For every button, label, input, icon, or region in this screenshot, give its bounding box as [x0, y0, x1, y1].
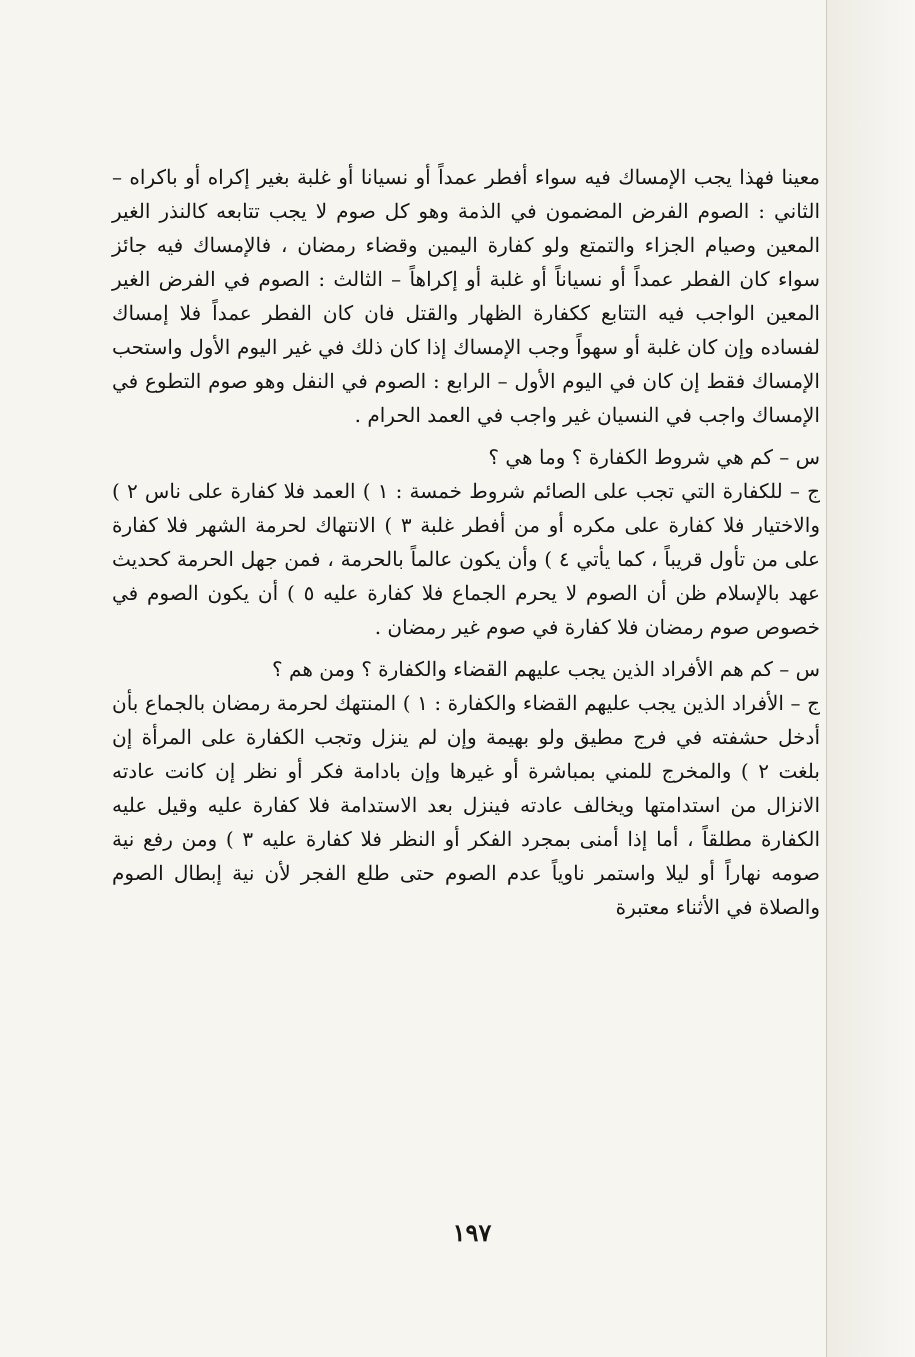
answer-kaffara-conditions: ج – للكفارة التي تجب على الصائم شروط خمسة : ١ ) العمد فلا كفارة على ناس ٢ ) والاختيار فلا كفارة على مكره أو من أفطر غلبة ٣ ) الانتهاك لحرمة الشهر فلا كفارة على من تأول قريباً ، كما يأتي ٤ ) وأن يكون عالماً بالحرمة ، فمن جهل الحرمة كحديث عهد بالإسلام ظن أن الصوم لا يحرم الجماع فلا كفارة عليه ٥ ) أن يكون الصوم في خصوص صوم رمضان فلا كفارة في صوم غير رمضان . [112, 479, 821, 639]
page-right-shade [827, 0, 915, 1357]
paragraph-continuation: معينا فهذا يجب الإمساك فيه سواء أفطر عمداً أو نسيانا أو غلبة بغير إكراه أو باكراه – الثاني : الصوم الفرض المضمون في الذمة وهو كل صوم لا يجب تتابعه كالنذر الغير المعين وصيام الجزاء والتمتع ولو كفارة اليمين وقضاء رمضان ، فالإمساك فيه جائز سواء كان الفطر عمداً أو نسياناً أو غلبة أو إكراهاً – الثالث : الصوم في الفرض الغير المعين الواجب فيه التتابع ككفارة الظهار والقتل فان كان الفطر عمداً فلا إمساك لفساده وإن كان غلبة أو سهواً وجب الإمساك إذا كان ذلك في غير اليوم الأول واستحب الإمساك فقط إن كان في اليوم الأول – الرابع : الصوم في النفل وهو صوم التطوع في الإمساك واجب في النسيان غير واجب في العمد الحرام . [112, 165, 820, 427]
answer-qada-kaffara-persons: ج – الأفراد الذين يجب عليهم القضاء والكفارة : ١ ) المنتهك لحرمة رمضان بالجماع بأن أدخل حشفته في فرج مطيق ولو بهيمة وإن لم ينزل وتجب الكفارة على المرأة إن بلغت ٢ ) والمخرج للمني بمباشرة أو غيرها وإن بادامة فكر أو نظر إن كانت عادته الانزال من استدامتها ويخالف عادته فينزل بعد الاستدامة فلا كفارة عليه وقيل عليه الكفارة مطلقاً ، أما إذا أمنى بمجرد الفكر أو النظر فلا كفارة عليه ٣ ) ومن رفع نية صومه نهاراً أو ليلا واستمر ناوياً عدم الصوم حتى طلع الفجر لأن نية إبطال الصوم والصلاة في الأثناء معتبرة [112, 691, 820, 919]
page-fold-line [826, 0, 827, 1357]
question-kaffara-conditions: س – كم هي شروط الكفارة ؟ وما هي ؟ [488, 445, 820, 469]
page-number: ١٩٧ [452, 1218, 492, 1247]
page-body [112, 160, 820, 924]
question-qada-kaffara-persons: س – كم هم الأفراد الذين يجب عليهم القضاء والكفارة ؟ ومن هم ؟ [272, 657, 820, 681]
